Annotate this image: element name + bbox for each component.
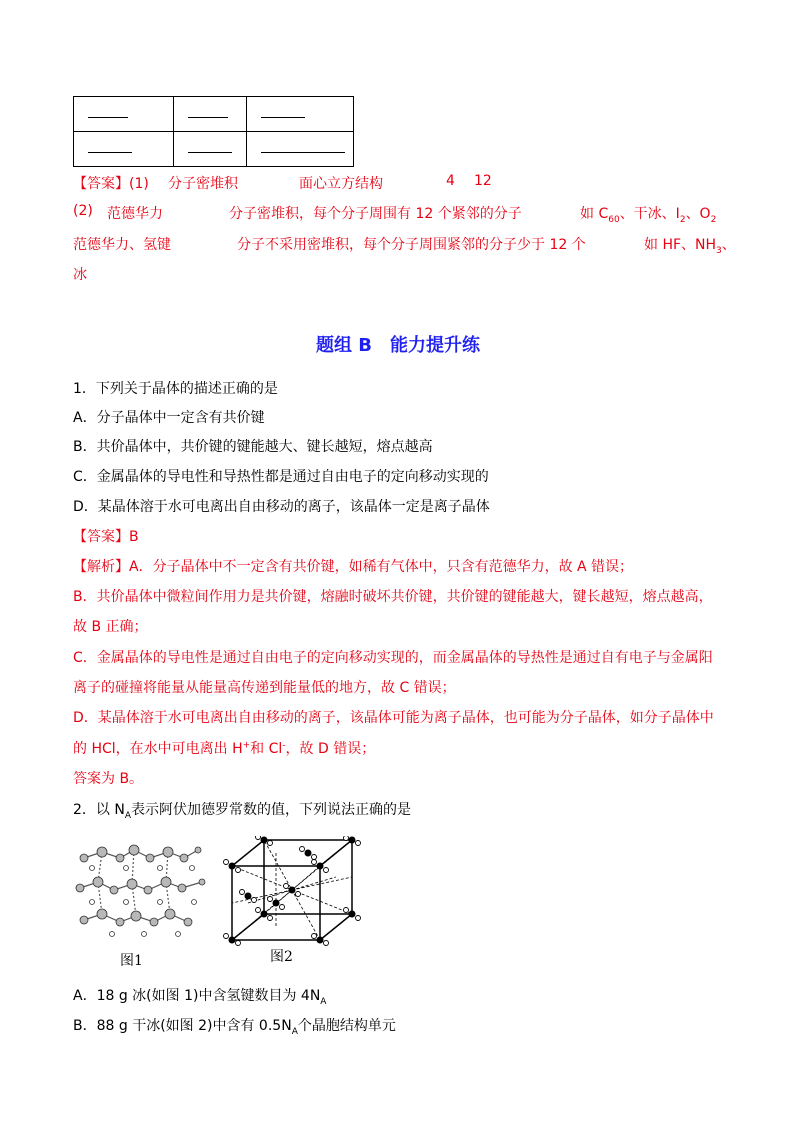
table-row [74, 132, 354, 167]
superscript: + [242, 740, 251, 751]
table-cell [247, 97, 354, 132]
subscript: A [320, 996, 327, 1007]
text-part: 、干冰、I [619, 206, 680, 222]
text-part: 个晶胞结构单元 [297, 1018, 396, 1034]
table-cell [74, 97, 174, 132]
answer-2-r1-c [580, 203, 716, 225]
q1-explanation-a: 【解析】A．分子晶体中不一定含有共价键，如稀有气体中，只含有范德华力，故 A 错误； [73, 559, 634, 575]
q2-option-b [73, 1015, 396, 1037]
answer-num: (1) [129, 176, 149, 192]
blank-table [73, 96, 354, 167]
subscript: 2 [679, 214, 686, 225]
figure-2-caption: 图2 [270, 949, 293, 965]
table-cell [247, 132, 354, 167]
q1-explanation-b2: 故 B 正确； [73, 619, 148, 635]
q1-explanation-b1: B．共价晶体中微粒间作用力是共价键，熔融时破坏共价键，共价键的键能越大，键长越短，熔点越高， [73, 589, 713, 605]
q1-explanation-c1: C．金属晶体的导电性是通过自由电子的定向移动实现的，而金属晶体的导热性是通过自有电子与金属阳 [73, 650, 713, 666]
text-part: 如 HF、NH [644, 237, 717, 253]
answer-2-r2-a: 范德华力、氢键 [73, 237, 171, 253]
text-part: 和 Cl [250, 741, 283, 757]
text-part: 表示阿伏加德罗常数的值，下列说法正确的是 [131, 802, 412, 818]
text-part: B．88 g 干冰(如图 2)中含有 0.5N [73, 1018, 292, 1034]
figure-1-caption: 图1 [120, 953, 143, 969]
answer-2-r1-a: 范德华力 [107, 206, 163, 222]
q2-stem [73, 799, 411, 821]
answer-2-r3: 冰 [73, 267, 87, 283]
ice-molecules [76, 845, 205, 926]
dry-ice-cell-figure [218, 836, 364, 946]
ice-structure-figure [72, 838, 212, 948]
q1-option-a: A．分子晶体中一定含有共价键 [73, 410, 265, 426]
text-part: 、 [721, 237, 736, 253]
q1-explanation-d1: D．某晶体溶于水可电离出自由移动的离子，该晶体可能为离子晶体，也可能为分子晶体，如分子晶体中 [73, 710, 714, 726]
answer-2-r2-b: 分子不采用密堆积，每个分子周围紧邻的分子少于 12 个 [237, 237, 586, 253]
text-part: 、O [685, 206, 711, 222]
q1-explanation-c2: 离子的碰撞将能量从能量高传递到能量低的地方，故 C 错误； [73, 680, 456, 696]
q1-option-c: C．金属晶体的导电性和导热性都是通过自由电子的定向移动实现的 [73, 469, 489, 485]
q2-option-a [73, 985, 326, 1007]
section-heading: 题组 B 能力提升练 [316, 335, 480, 356]
table-cell [174, 97, 247, 132]
superscript: - [282, 740, 286, 751]
text-part: 如 C [580, 206, 609, 222]
subscript: 3 [716, 245, 722, 256]
subscript: 2 [710, 214, 717, 225]
q1-option-b: B．共价晶体中，共价键的键能越大、键长越短，熔点越高 [73, 439, 433, 455]
q1-explanation-d2 [73, 738, 375, 758]
answer-1-b: 面心立方结构 [299, 176, 383, 192]
subscript: A [291, 1026, 298, 1037]
q1-option-d: D．某晶体溶于水可电离出自由移动的离子，该晶体一定是离子晶体 [73, 499, 490, 515]
text-part: 2．以 N [73, 802, 125, 818]
text-part: ，故 D 错误； [285, 741, 376, 757]
answer-1-d: 12 [474, 173, 492, 189]
answer-2-r1-b: 分子密堆积，每个分子周围有 12 个紧邻的分子 [229, 206, 522, 222]
answer-1-a: 分子密堆积 [168, 176, 238, 192]
ice-hydrogens [90, 866, 197, 937]
table-cell [174, 132, 247, 167]
answer-1-line [73, 173, 149, 193]
answer-2-num: (2) [73, 203, 93, 219]
table-row [74, 97, 354, 132]
table-cell [74, 132, 174, 167]
subscript: 60 [608, 214, 620, 225]
q1-stem: 1．下列关于晶体的描述正确的是 [73, 381, 278, 397]
q1-answer: 【答案】B [73, 529, 139, 545]
subscript: A [124, 810, 132, 821]
text-part: 的 HCl，在水中可电离出 H [73, 741, 243, 757]
answer-2-r2-c [644, 234, 736, 256]
text-part: A．18 g 冰(如图 1)中含氢键数目为 4N [73, 988, 321, 1004]
answer-1-c: 4 [446, 173, 455, 189]
q1-final-answer: 答案为 B。 [73, 771, 144, 787]
answer-tag: 【答案】 [73, 176, 129, 192]
